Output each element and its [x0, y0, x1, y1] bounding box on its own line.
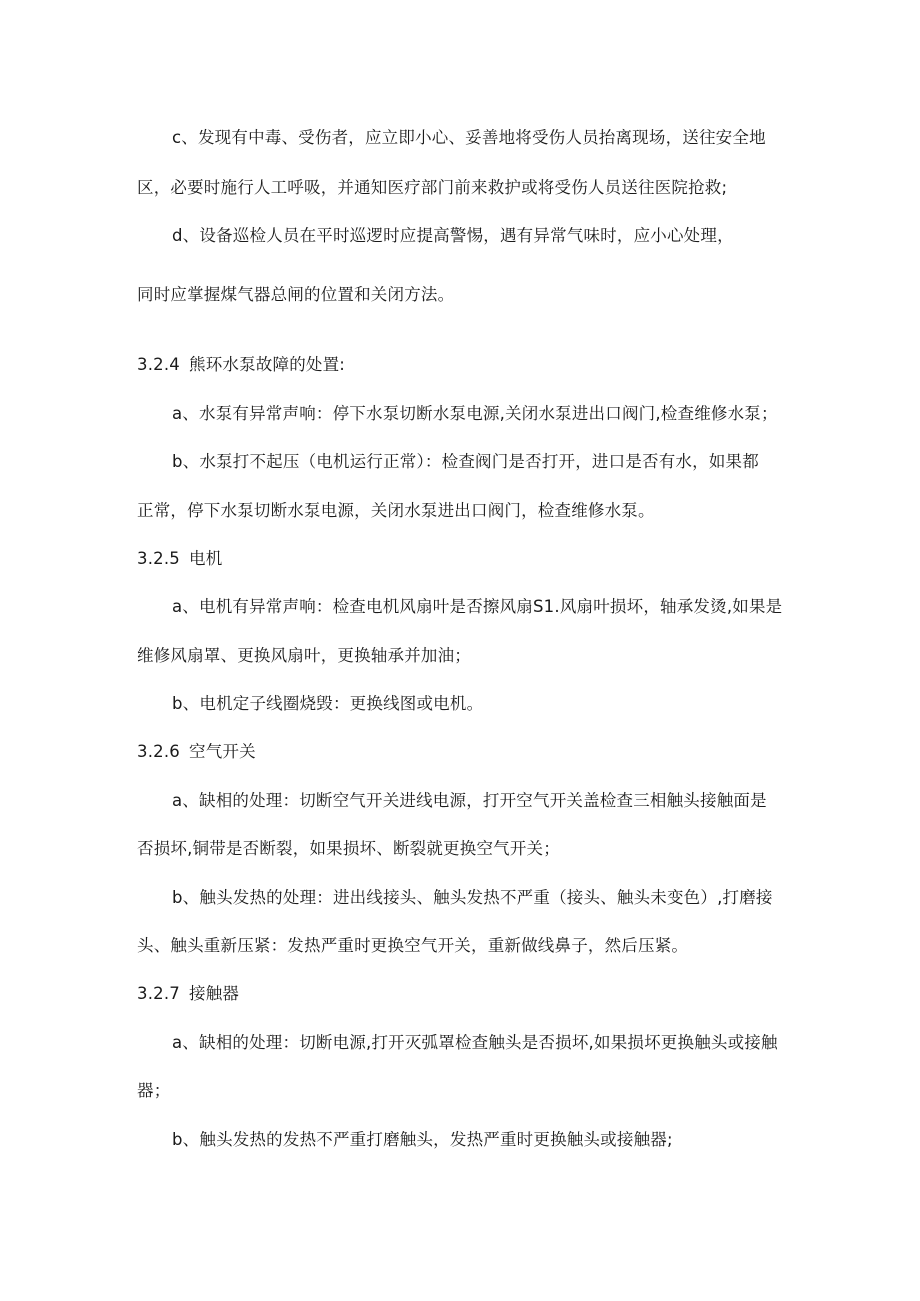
paragraph-line: 头、触头重新压紧：发热严重时更换空气开关，重新做线鼻子，然后压紧。: [137, 936, 689, 955]
paragraph-line: b、触头发热的发热不严重打磨触头，发热严重时更换触头或接触器;: [172, 1130, 673, 1149]
section-number: 3.2.6: [137, 742, 180, 761]
section-title: 电机: [189, 549, 223, 568]
section-heading: [137, 741, 256, 763]
paragraph-line: 同时应掌握煤气器总闸的位置和关闭方法。: [137, 285, 455, 304]
section-title: 熊环水泵故障的处置:: [189, 355, 346, 374]
paragraph-line: 区，必要时施行人工呼吸，并通知医疗部门前来救护或将受伤人员送往医院抢救;: [137, 178, 728, 197]
paragraph-line: a、缺相的处理：切断电源,打开灭弧罩检查触头是否损坏,如果损坏更换触头或接触: [172, 1033, 778, 1052]
section-title: 接触器: [189, 984, 240, 1003]
paragraph-line: 器；: [137, 1081, 171, 1100]
paragraph-line: a、缺相的处理：切断空气开关进线电源，打开空气开关盖检查三相触头接触面是: [172, 791, 767, 810]
section-heading: [137, 354, 345, 376]
paragraph-line: b、水泵打不起压（电机运行正常）：检查阀门是否打开，进口是否有水，如果都: [172, 452, 759, 471]
section-heading: [137, 548, 222, 570]
section-number: 3.2.4: [137, 355, 180, 374]
section-title: 空气开关: [189, 742, 256, 761]
paragraph-line: 维修风扇罩、更换风扇叶，更换轴承并加油；: [137, 646, 471, 665]
paragraph-line: b、触头发热的处理：进出线接头、触头发热不严重（接头、触头未变色）,打磨接: [172, 888, 773, 907]
paragraph-line: b、电机定子线圈烧毁：更换线图或电机。: [172, 694, 484, 713]
section-heading: [137, 983, 239, 1005]
section-number: 3.2.7: [137, 984, 180, 1003]
paragraph-line: a、水泵有异常声响：停下水泵切断水泵电源,关闭水泵进出口阀门,检查维修水泵；: [172, 404, 778, 423]
paragraph-line: c、发现有中毒、受伤者，应立即小心、妥善地将受伤人员抬离现场，送往安全地: [172, 128, 766, 147]
paragraph-line: 正常，停下水泵切断水泵电源，关闭水泵进出口阀门，检查维修水泵。: [137, 501, 655, 520]
paragraph-line: d、设备巡检人员在平时巡逻时应提高警惕，遇有异常气味时，应小心处理，: [172, 226, 734, 245]
paragraph-line: 否损坏,铜带是否断裂，如果损坏、断裂就更换空气开关；: [137, 839, 560, 858]
paragraph-line: a、电机有异常声响：检查电机风扇叶是否擦风扇S1.风扇叶损坏，轴承发烫,如果是: [172, 597, 783, 616]
section-number: 3.2.5: [137, 549, 180, 568]
